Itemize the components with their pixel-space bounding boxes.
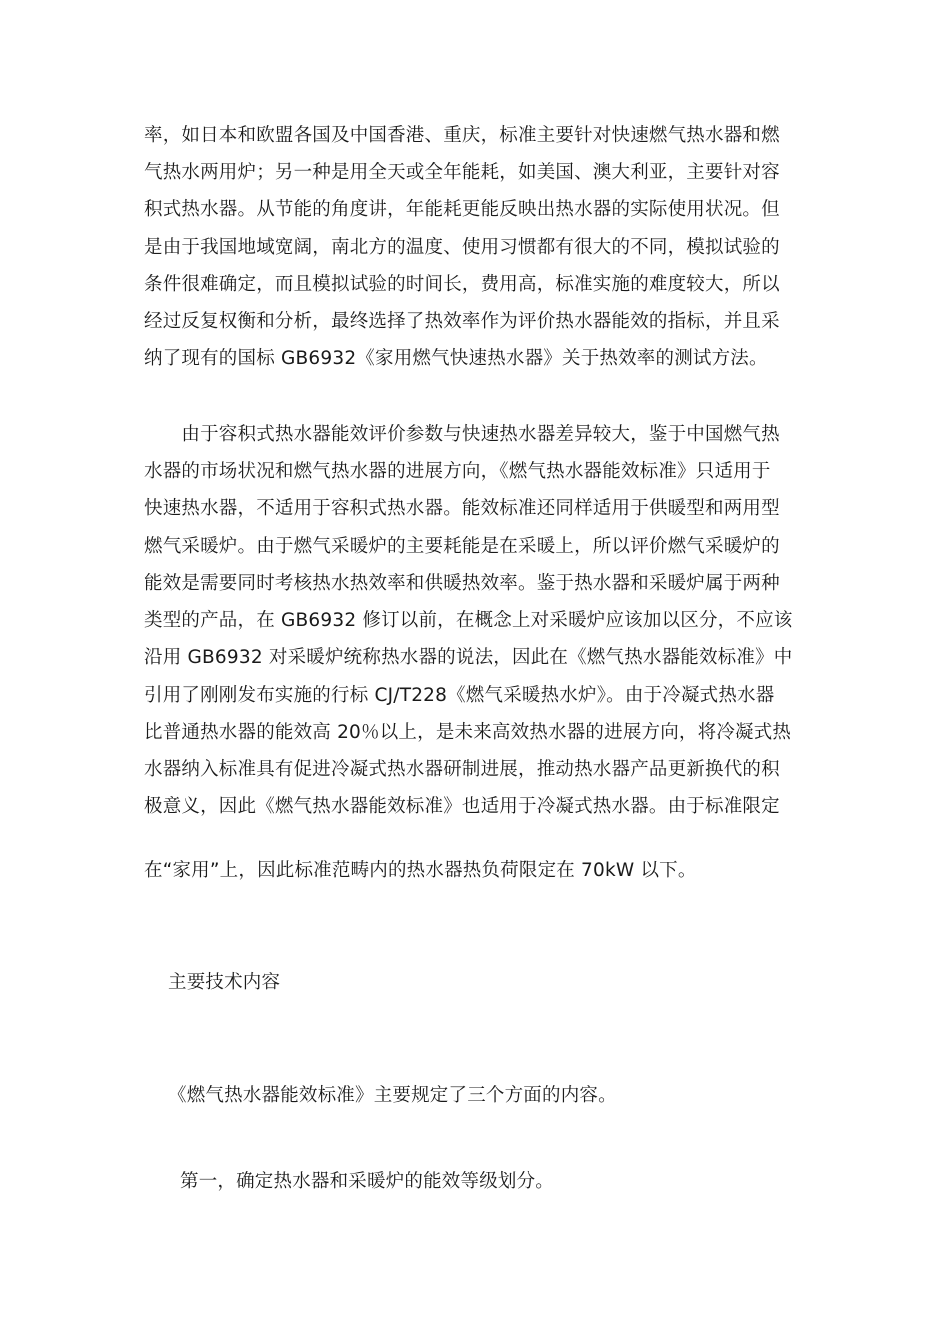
paragraph-2-line-8: 引用了刚刚发布实施的行标 CJ/T228《燃气采暖热水炉》。由于冷凝式热水器 (144, 685, 775, 706)
paragraph-1-line-5: 条件很难确定，而且模拟试验的时间长，费用高，标准实施的难度较大，所以 (144, 274, 780, 295)
paragraph-1-line-7: 纳了现有的国标 GB6932《家用燃气快速热水器》关于热效率的测试方法。 (144, 348, 768, 369)
paragraph-2-line-11: 极意义，因此《燃气热水器能效标准》也适用于冷凝式热水器。由于标准限定 (144, 796, 780, 817)
paragraph-2-line-10: 水器纳入标准具有促进冷凝式热水器研制进展，推动热水器产品更新换代的积 (144, 759, 780, 780)
paragraph-2-line-12: 在“家用”上，因此标准范畴内的热水器热负荷限定在 70kW 以下。 (144, 860, 697, 881)
paragraph-2-line-2: 水器的市场状况和燃气热水器的进展方向，《燃气热水器能效标准》只适用于 (144, 461, 771, 482)
paragraph-2-line-7: 沿用 GB6932 对采暖炉统称热水器的说法，因此在《燃气热水器能效标准》中 (144, 647, 793, 668)
intro-paragraph: 《燃气热水器能效标准》主要规定了三个方面的内容。 (168, 1085, 617, 1106)
paragraph-2-line-1: 由于容积式热水器能效评价参数与快速热水器差异较大，鉴于中国燃气热 (144, 424, 780, 445)
paragraph-1-line-4: 是由于我国地域宽阔，南北方的温度、使用习惯都有很大的不同，模拟试验的 (144, 237, 780, 258)
paragraph-2-line-4: 燃气采暖炉。由于燃气采暖炉的主要耗能是在采暖上，所以评价燃气采暖炉的 (144, 536, 780, 557)
paragraph-1-line-2: 气热水两用炉；另一种是用全天或全年能耗，如美国、澳大利亚，主要针对容 (144, 162, 780, 183)
paragraph-1-line-6: 经过反复权衡和分析，最终选择了热效率作为评价热水器能效的指标，并且采 (144, 311, 780, 332)
paragraph-2-line-6: 类型的产品，在 GB6932 修订以前，在概念上对采暖炉应该加以区分，不应该 (144, 610, 793, 631)
paragraph-2-line-9: 比普通热水器的能效高 20％以上，是未来高效热水器的进展方向，将冷凝式热 (144, 722, 792, 743)
paragraph-1-line-3: 积式热水器。从节能的角度讲，年能耗更能反映出热水器的实际使用状况。但 (144, 199, 780, 220)
item-1-paragraph: 第一，确定热水器和采暖炉的能效等级划分。 (180, 1171, 555, 1192)
paragraph-2-line-3: 快速热水器，不适用于容积式热水器。能效标准还同样适用于供暖型和两用型 (144, 498, 780, 519)
paragraph-1-line-1: 率，如日本和欧盟各国及中国香港、重庆，标准主要针对快速燃气热水器和燃 (144, 125, 780, 146)
section-heading: 主要技术内容 (168, 972, 281, 993)
paragraph-2-line-5: 能效是需要同时考核热水热效率和供暖热效率。鉴于热水器和采暖炉属于两种 (144, 573, 780, 594)
